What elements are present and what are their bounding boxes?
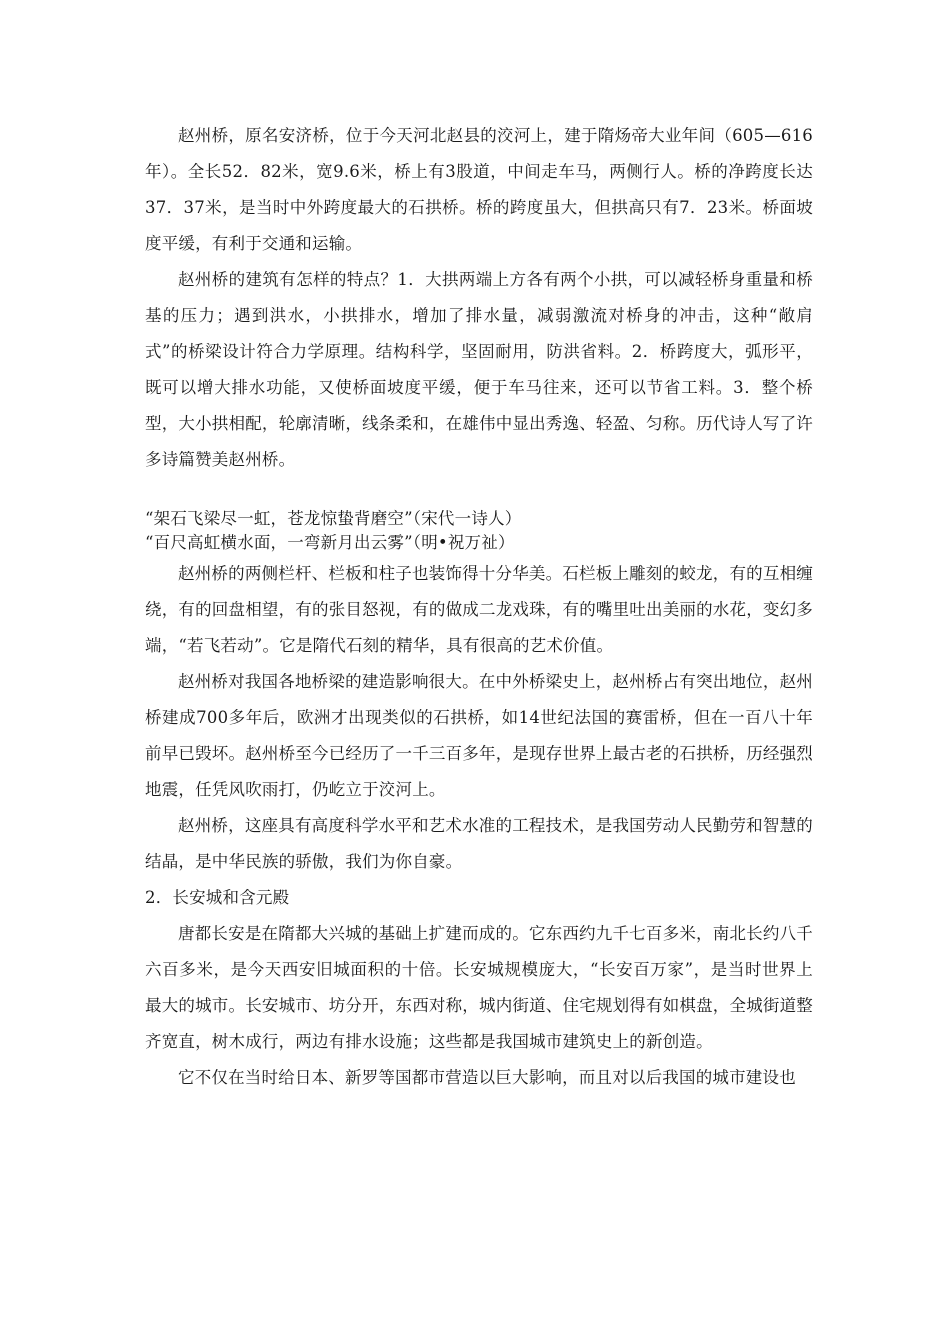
- paragraph-changan-city: 唐都长安是在隋都大兴城的基础上扩建而成的。它东西约九千七百多米，南北长约八千六百多米，是今天西安旧城面积的十倍。长安城规模庞大，“长安百万家”，是当时世界上最大的城市。长安城市、坊分开，东西对称，城内街道、住宅规划得有如棋盘，全城街道整齐宽直，树木成行，两边有排水设施；这些都是我国城市建筑史上的新创造。: [145, 924, 813, 1051]
- paragraph-bridge-influence: 赵州桥对我国各地桥梁的建造影响很大。在中外桥梁史上，赵州桥占有突出地位，赵州桥建成700多年后，欧洲才出现类似的石拱桥，如14世纪法国的赛雷桥，但在一百八十年前早已毁坏。赵州桥至今已经历了一千三百多年，是现存世界上最古老的石拱桥，历经强烈地震，任凭风吹雨打，仍屹立于洨河上。: [145, 672, 813, 799]
- paragraph-changan-influence: 它不仅在当时给日本、新罗等国都市营造以巨大影响，而且对以后我国的城市建设也: [178, 1068, 796, 1087]
- paragraph-bridge-features: 赵州桥的建筑有怎样的特点？1．大拱两端上方各有两个小拱，可以减轻桥身重量和桥基的压力；遇到洪水，小拱排水，增加了排水量，减弱激流对桥身的冲击，这种“敞肩式”的桥梁设计符合力学原理。结构科学，坚固耐用，防洪省料。2．桥跨度大，弧形平，既可以增大排水功能，又使桥面坡度平缓，便于车马往来，还可以节省工料。3．整个桥型，大小拱相配，轮廓清晰，线条柔和，在雄伟中显出秀逸、轻盈、匀称。历代诗人写了许多诗篇赞美赵州桥。: [145, 270, 813, 469]
- paragraph-railing-decoration: 赵州桥的两侧栏杆、栏板和柱子也装饰得十分华美。石栏板上雕刻的蛟龙，有的互相缠绕，有的回盘相望，有的张目怒视，有的做成二龙戏珠，有的嘴里吐出美丽的水花，变幻多端，“若飞若动”。它是隋代石刻的精华，具有很高的艺术价值。: [145, 564, 813, 655]
- poem-quote-ming: “百尺高虹横水面，一弯新月出云雾”（明•祝万祉）: [145, 533, 515, 552]
- poem-quote-song: “架石飞梁尽一虹，苍龙惊蛰背磨空”（宋代一诗人）: [145, 509, 522, 528]
- document-page: [145, 118, 813, 1096]
- paragraph-bridge-pride: 赵州桥，这座具有高度科学水平和艺术水准的工程技术，是我国劳动人民勤劳和智慧的结晶，是中华民族的骄傲，我们为你自豪。: [145, 816, 813, 871]
- spacer: [145, 478, 813, 507]
- section-heading-changan: 2．长安城和含元殿: [145, 888, 290, 907]
- paragraph-zhaozhou-intro: 赵州桥，原名安济桥，位于今天河北赵县的洨河上，建于隋炀帝大业年间（605—616年）。全长52．82米，宽9.6米，桥上有3股道，中间走车马，两侧行人。桥的净跨度长达37．37米，是当时中外跨度最大的石拱桥。桥的跨度虽大，但拱高只有7．23米。桥面坡度平缓，有利于交通和运输。: [145, 126, 813, 253]
